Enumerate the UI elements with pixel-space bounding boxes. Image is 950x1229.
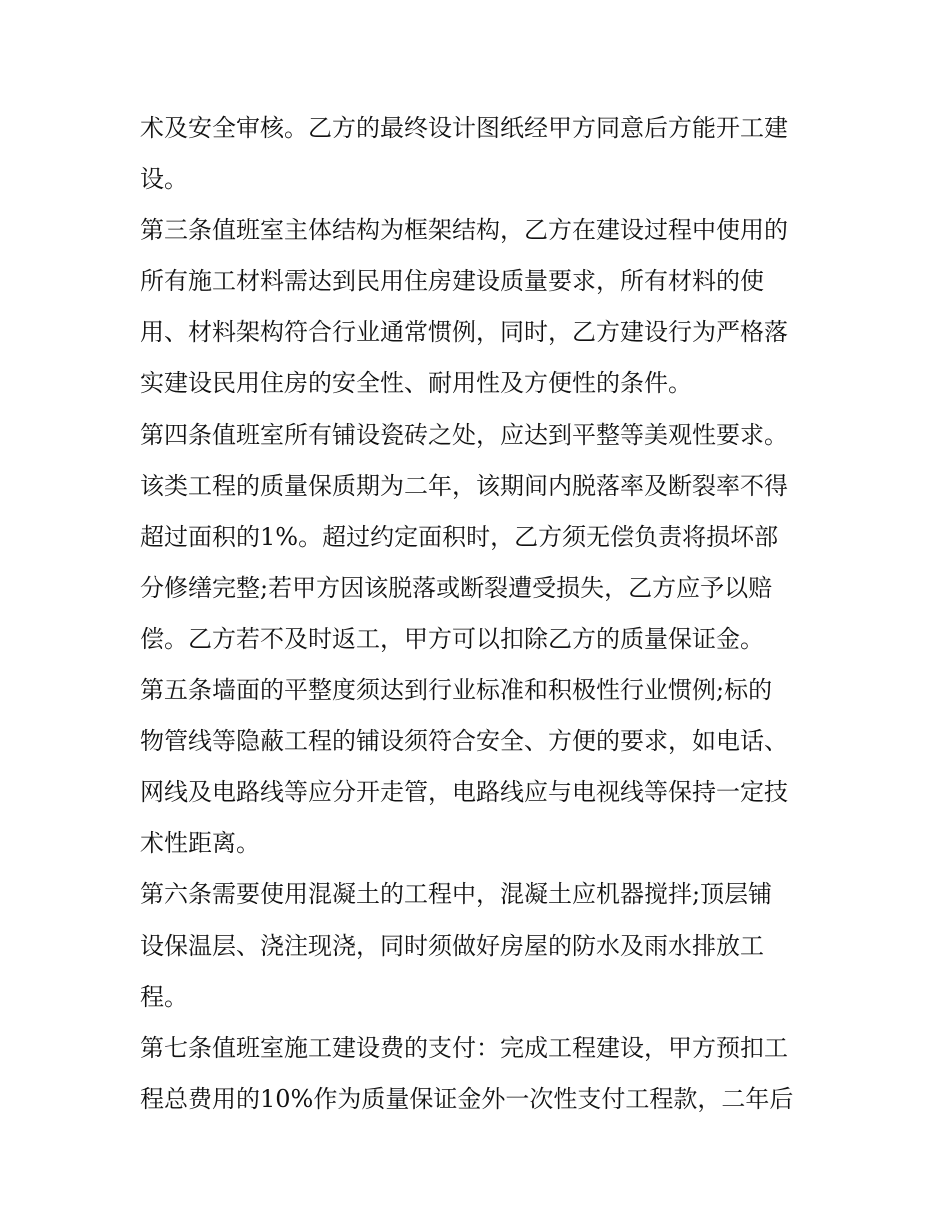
document-body xyxy=(140,103,820,1125)
text-line: 用、材料架构符合行业通常惯例，同时，乙方建设行为严格落 xyxy=(140,318,788,347)
text-line: 分修缮完整;若甲方因该脱落或断裂遭受损失，乙方应予以赔 xyxy=(140,573,773,602)
text-line: 所有施工材料需达到民用住房建设质量要求，所有材料的使 xyxy=(140,267,764,296)
text-line: 超过面积的1%。超过约定面积时，乙方须无偿负责将损坏部 xyxy=(140,522,779,551)
paragraph-article-2-continued xyxy=(140,103,820,205)
paragraph-article-6 xyxy=(140,869,820,1022)
text-line: 术性距离。 xyxy=(140,829,260,858)
text-line: 偿。乙方若不及时返工，甲方可以扣除乙方的质量保证金。 xyxy=(140,624,764,653)
text-line: 程总费用的10%作为质量保证金外一次性支付工程款，二年后 xyxy=(140,1084,794,1113)
text-line: 网线及电路线等应分开走管，电路线应与电视线等保持一定技 xyxy=(140,778,788,807)
text-line: 第五条墙面的平整度须达到行业标准和积极性行业惯例;标的 xyxy=(140,676,773,705)
paragraph-article-3 xyxy=(140,205,820,409)
text-line: 第三条值班室主体结构为框架结构，乙方在建设过程中使用的 xyxy=(140,216,788,245)
text-line: 实建设民用住房的安全性、耐用性及方便性的条件。 xyxy=(140,369,692,398)
text-line: 该类工程的质量保质期为二年，该期间内脱落率及断裂率不得 xyxy=(140,471,788,500)
text-line: 第七条值班室施工建设费的支付：完成工程建设，甲方预扣工 xyxy=(140,1033,788,1062)
text-line: 第四条值班室所有铺设瓷砖之处，应达到平整等美观性要求。 xyxy=(140,420,788,449)
paragraph-article-5 xyxy=(140,665,820,869)
text-line: 设。 xyxy=(140,165,188,194)
text-line: 设保温层、浇注现浇，同时须做好房屋的防水及雨水排放工 xyxy=(140,931,764,960)
paragraph-article-7 xyxy=(140,1023,820,1125)
text-line: 程。 xyxy=(140,982,188,1011)
paragraph-article-4 xyxy=(140,410,820,665)
text-line: 术及安全审核。乙方的最终设计图纸经甲方同意后方能开工建 xyxy=(140,114,788,142)
text-line: 物管线等隐蔽工程的铺设须符合安全、方便的要求，如电话、 xyxy=(140,727,788,756)
text-line: 第六条需要使用混凝土的工程中，混凝土应机器搅拌;顶层铺 xyxy=(140,880,773,909)
